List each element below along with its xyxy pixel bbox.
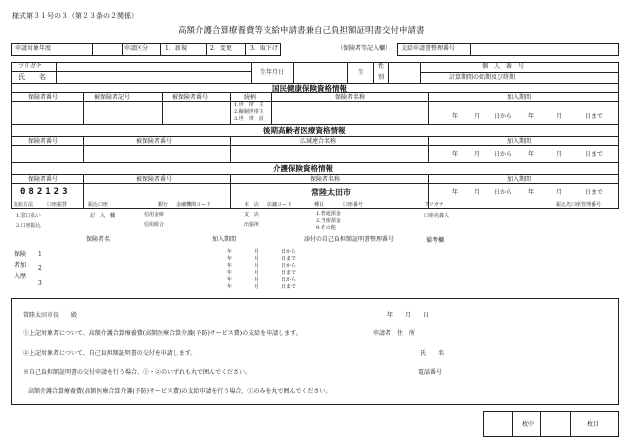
declaration-line-2: ②上記対象者について、自己負担額証明書の交付を申請します。 xyxy=(23,350,197,357)
furigana-label: フリガナ xyxy=(18,63,42,70)
payment-method-label: 支給方法 xyxy=(13,202,34,208)
care-year-1: 年 xyxy=(452,189,459,196)
form-title: 高額介護合算療養費等支給申請書兼自己負担額証明書交付申請書 xyxy=(178,26,425,36)
history-y4: 年 xyxy=(227,270,233,276)
care-month-2: 月 xyxy=(556,189,563,196)
calc-period-label: 計算期間の始期及び終期 xyxy=(449,74,516,81)
account-transfer-label: 口座振替 xyxy=(47,202,68,208)
history-y3: 年 xyxy=(227,263,233,269)
declaration-line-4: 高額介護合算療養費(高額医療合算介護(予防)サービス費)の支給申請を行う場合、①のみを丸で囲んでください。 xyxy=(28,388,332,395)
account-type-other[interactable]: 9.その他 xyxy=(316,225,336,231)
declaration-line-3: ※自己負担額証明書の交付申請を行う場合、①・②のいずれも丸で囲んでください。 xyxy=(23,369,252,376)
history-m1: 月 xyxy=(254,249,260,255)
account-type-label: 種目 xyxy=(314,202,325,208)
history-row3-label: 入歴 xyxy=(14,273,27,280)
health-join-period-label: 加入期間 xyxy=(507,94,532,101)
history-y1: 年 xyxy=(227,249,233,255)
health-to: 日まで xyxy=(585,113,604,120)
elderly-insured-number-label: 被保険者番号 xyxy=(136,138,173,145)
health-section-title: 国民健康保険資格情報 xyxy=(272,84,347,93)
history-row2-label: 者加 xyxy=(14,262,27,269)
history-m2: 月 xyxy=(254,256,260,262)
office-label: 出張所 xyxy=(244,222,260,228)
relationship-option-quasi[interactable]: 2.擬制世帯主 xyxy=(234,109,264,115)
branch-code-label: 店舗コード xyxy=(267,202,293,208)
category-label: 申請区分 xyxy=(124,45,149,52)
health-insured-number-label: 被保険者番号 xyxy=(172,94,209,101)
elderly-section-title: 後期高齢者医療資格情報 xyxy=(263,126,346,135)
care-insurer-number-label: 保険者番号 xyxy=(28,176,59,183)
health-year-1: 年 xyxy=(452,113,459,120)
form-number: 様式第３１号の３（第２３条の２関係） xyxy=(12,12,138,20)
category-option-change[interactable]: 2．変更 xyxy=(210,45,232,52)
history-cert-number-label: 添付の自己負担額証明書整理番号 xyxy=(304,236,395,243)
elderly-union-name-label: 広域連合名称 xyxy=(300,138,337,145)
care-insured-number-label: 被保険者番号 xyxy=(136,176,173,183)
history-m3: 月 xyxy=(254,263,260,269)
history-to3: 日まで xyxy=(281,284,297,290)
elderly-year-1: 年 xyxy=(452,151,459,158)
care-from: 日から xyxy=(494,189,513,196)
sheet-current-label: 枚目 xyxy=(587,421,600,428)
history-y6: 年 xyxy=(227,284,233,290)
health-insurer-number-label: 保険者番号 xyxy=(28,94,59,101)
elderly-insurer-number-label: 保険者番号 xyxy=(28,138,59,145)
credit-union-label: 信用組合 xyxy=(144,222,165,228)
history-m5: 月 xyxy=(254,277,260,283)
relationship-option-head[interactable]: 1.世 帯 主 xyxy=(234,102,264,108)
category-option-withdraw[interactable]: 3．取下げ xyxy=(250,45,278,52)
health-insurer-name-label: 保険者名称 xyxy=(335,94,366,101)
account-type-normal[interactable]: 1.普通預金 xyxy=(316,211,341,217)
elderly-join-period-label: 加入期間 xyxy=(507,138,532,145)
branch-label: 支 店 xyxy=(244,212,260,218)
history-from3: 日から xyxy=(281,277,297,283)
health-month-2: 月 xyxy=(556,113,563,120)
care-section-title: 介護保険資格情報 xyxy=(273,164,333,173)
history-y5: 年 xyxy=(227,277,233,283)
care-join-period-label: 加入期間 xyxy=(507,176,532,183)
history-row3-number: 3 xyxy=(38,280,42,287)
history-to2: 日まで xyxy=(281,270,297,276)
care-to: 日まで xyxy=(585,189,604,196)
care-insurer-name-label: 保険者名称 xyxy=(310,176,341,183)
history-row1-number: 1 xyxy=(38,251,42,258)
gender-short: 生 xyxy=(358,69,365,76)
relationship-option-member[interactable]: 3.世 帯 員 xyxy=(234,116,264,122)
payment-option-transfer[interactable]: 2.口座振込 xyxy=(16,223,41,229)
history-row2-number: 2 xyxy=(38,265,42,272)
history-join-period-label: 加入期間 xyxy=(212,236,237,243)
entry-column-label: 記 入 欄 xyxy=(90,213,116,219)
history-m4: 月 xyxy=(254,270,260,276)
history-m6: 月 xyxy=(254,284,260,290)
payment-furigana-label: フリガナ xyxy=(424,202,444,208)
history-y2: 年 xyxy=(227,256,233,262)
head-office-label: 本 店 xyxy=(244,202,260,208)
sheet-total-label: 枚中 xyxy=(522,421,535,428)
account-type-current[interactable]: 2.当座預金 xyxy=(316,218,341,224)
care-insurer-number-value: 082123 xyxy=(20,187,71,197)
history-row1-label: 保険 xyxy=(14,251,27,258)
payment-option-cash[interactable]: 1.窓口払い xyxy=(16,213,41,219)
care-month-1: 月 xyxy=(474,189,481,196)
care-insurer-name-value: 常陸太田市 xyxy=(311,187,351,197)
bank-label: 銀行 xyxy=(158,202,169,208)
health-from: 日から xyxy=(494,113,513,120)
personal-number-label: 個 人 番 号 xyxy=(482,63,525,70)
applicant-address-label: 申請者 住 所 xyxy=(373,330,416,337)
declaration-line-1: ①上記対象者について、高額介護合算療養費(高額医療合算介護(予防)サービス費)の支給を申請します。 xyxy=(23,330,302,337)
account-number-label: 口座番号 xyxy=(343,202,364,208)
history-from2: 日から xyxy=(281,263,297,269)
account-holder-label: 口座名義人 xyxy=(424,213,450,219)
health-year-2: 年 xyxy=(528,113,535,120)
category-option-new[interactable]: 1．新規 xyxy=(165,45,187,52)
transfer-account-label: 振込口座 xyxy=(88,202,109,208)
sex-label-a: 性 xyxy=(378,63,385,70)
elderly-year-2: 年 xyxy=(528,151,535,158)
elderly-month-2: 月 xyxy=(556,151,563,158)
mayor-address: 常陸太田市長 殿 xyxy=(23,312,78,319)
applicant-phone-label: 電話番号 xyxy=(418,369,443,376)
dob-label: 生年月日 xyxy=(260,69,285,76)
management-number-label: 支給申請書整理番号 xyxy=(401,45,456,52)
relationship-label: 続柄 xyxy=(244,94,257,101)
history-notes-label: 備考欄 xyxy=(426,237,445,244)
declaration-date: 年 月 日 xyxy=(387,312,430,319)
applicant-name-label: 氏 名 xyxy=(420,350,445,357)
history-insurer-name-label: 保険者名 xyxy=(86,236,111,243)
history-to1: 日まで xyxy=(281,256,297,262)
elderly-month-1: 月 xyxy=(474,151,481,158)
fin-code-label: 金融機関コード xyxy=(176,202,212,208)
care-year-2: 年 xyxy=(528,189,535,196)
health-month-1: 月 xyxy=(474,113,481,120)
elderly-to: 日まで xyxy=(585,151,604,158)
target-year-label: 申請対象年度 xyxy=(15,45,52,52)
elderly-from: 日から xyxy=(494,151,513,158)
name-label: 氏 名 xyxy=(18,73,46,81)
sex-label-b: 別 xyxy=(378,74,385,81)
history-from1: 日から xyxy=(281,249,297,255)
transfer-code-label: 振込先口座管理番号 xyxy=(556,202,602,208)
credit-bank-label: 信用金庫 xyxy=(144,212,165,218)
health-insured-symbol-label: 被保険者記号 xyxy=(94,94,131,101)
insurer-entry-notice: （保険者等記入欄） xyxy=(337,45,392,52)
